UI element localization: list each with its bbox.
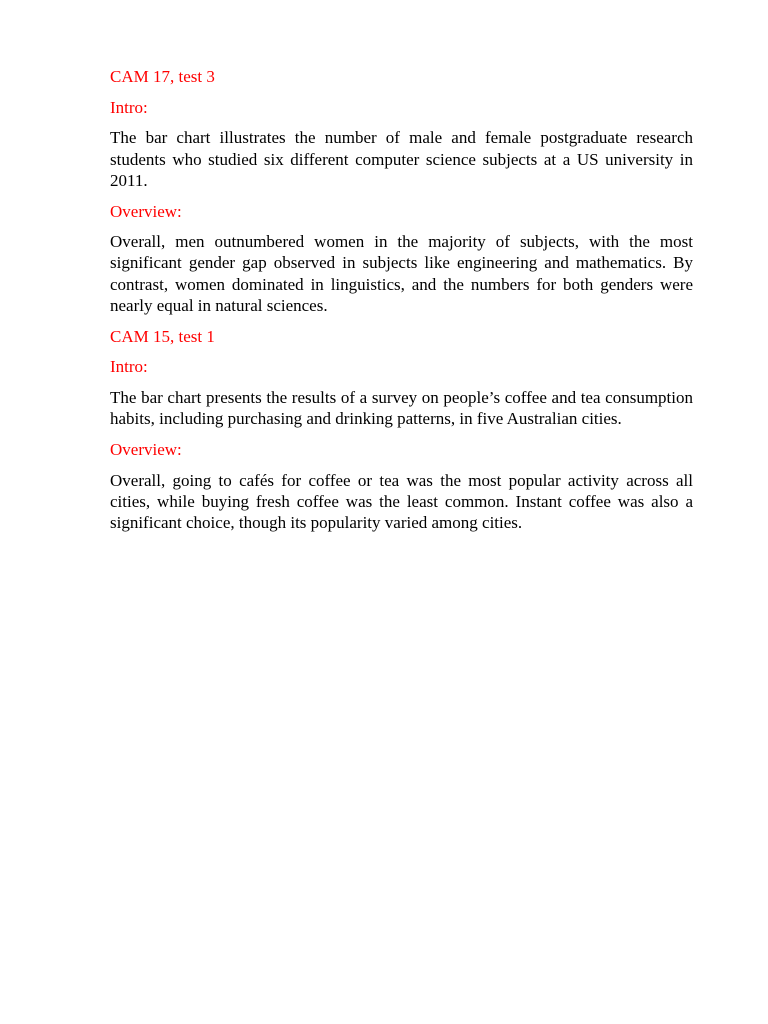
intro-label: Intro: bbox=[110, 97, 148, 117]
section-cam17 bbox=[110, 66, 693, 316]
section-title: CAM 17, test 3 bbox=[110, 67, 215, 86]
overview-label: Overview: bbox=[110, 201, 182, 221]
overview-paragraph: Overall, going to cafés for coffee or tea was the most popular activity across all cities, while buying fresh coffee was the least common. Instant coffee was also a significant choice, though its popularity varied among cities. bbox=[110, 470, 693, 532]
document-page bbox=[110, 66, 693, 543]
overview-paragraph: Overall, men outnumbered women in the majority of subjects, with the most significant gender gap observed in subjects like engineering and mathematics. By contrast, women dominated in linguistics, and the numbers for both genders were nearly equal in natural sciences. bbox=[110, 232, 693, 315]
intro-label: Intro: bbox=[110, 357, 148, 377]
section-title: CAM 15, test 1 bbox=[110, 326, 215, 346]
section-cam15 bbox=[110, 326, 693, 534]
intro-paragraph: The bar chart presents the results of a survey on people’s coffee and tea consumption habits, including purchasing and drinking patterns, in five Australian cities. bbox=[110, 387, 693, 429]
overview-label: Overview: bbox=[110, 439, 182, 459]
intro-paragraph: The bar chart illustrates the number of male and female postgraduate research students who studied six different computer science subjects at a US university in 2011. bbox=[110, 128, 693, 190]
